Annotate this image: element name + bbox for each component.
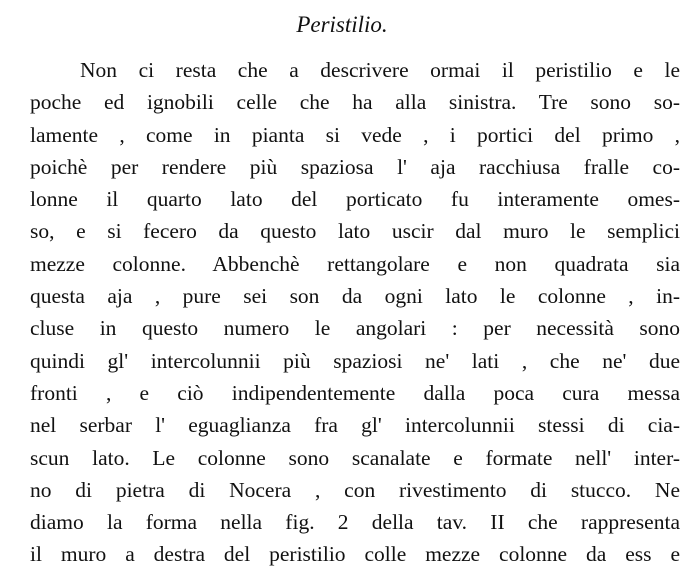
text-line: mezze colonne. Abbenchè rettangolare e non quadrata sia	[30, 251, 680, 276]
text-line: no di pietra di Nocera , con rivestimento di stucco. Ne	[30, 477, 680, 502]
text-line: poichè per rendere più spaziosa l' aja racchiusa fralle co-	[30, 154, 680, 179]
text-line: Non ci resta che a descrivere ormai il peristilio e le	[80, 58, 680, 82]
text-line: nel serbar l' eguaglianza fra gl' intercolunnii stessi di cia-	[30, 413, 680, 438]
text-line: so, e si fecero da questo lato uscir dal muro le semplici	[30, 219, 680, 244]
paragraph	[30, 54, 680, 571]
text-line: diamo la forma nella fig. 2 della tav. II che rappresenta	[30, 510, 680, 535]
section-title: Peristilio.	[296, 12, 388, 37]
text-line: quindi gl' intercolunnii più spaziosi ne' lati , che ne' due	[30, 348, 680, 373]
text-line: cluse in questo numero le angolari : per necessità sono	[30, 316, 680, 341]
text-line: poche ed ignobili celle che ha alla sinistra. Tre sono so-	[30, 90, 680, 115]
text-line: scun lato. Le colonne sono scanalate e formate nell' inter-	[30, 445, 680, 470]
text-line: questa aja , pure sei son da ogni lato le colonne , in-	[30, 284, 680, 309]
text-line: lamente , come in pianta si vede , i portici del primo ,	[30, 122, 680, 147]
text-line: lonne il quarto lato del porticato fu interamente omes-	[30, 187, 680, 212]
text-line: il muro a destra del peristilio colle mezze colonne da ess e	[30, 542, 680, 567]
text-line: fronti , e ciò indipendentemente dalla poca cura messa	[30, 380, 680, 405]
